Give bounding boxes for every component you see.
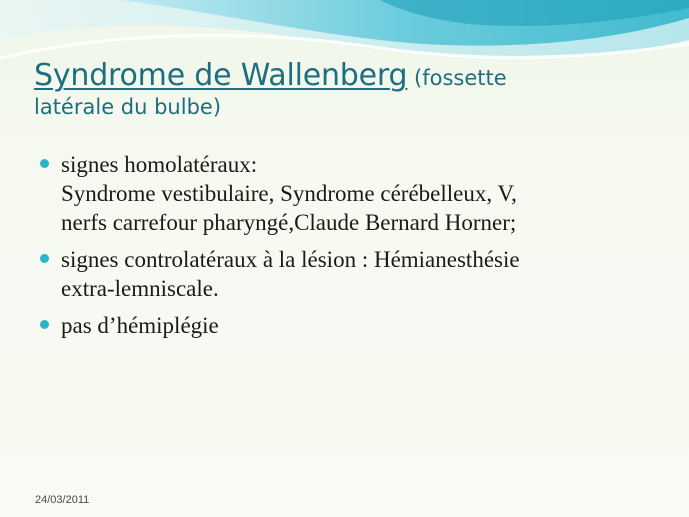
bullet-item (40, 245, 660, 303)
bullet-line: pas d’hémiplégie (61, 313, 219, 338)
title-sub-part1: (fossette (407, 66, 507, 90)
bullet-item (40, 150, 660, 237)
footer-date: 24/03/2011 (35, 494, 90, 506)
bullet-line: signes controlatéraux à la lésion : Hémianesthésie (61, 247, 520, 272)
bullet-line: nerfs carrefour pharyngé,Claude Bernard Horner; (61, 210, 517, 235)
bullet-dot-icon (40, 320, 49, 329)
bullet-line: signes homolatéraux: (61, 152, 258, 177)
bullet-item (40, 311, 660, 340)
bullet-line: Syndrome vestibulaire, Syndrome cérébelleux, V, (61, 181, 517, 206)
title-sub-part2: latérale du bulbe) (34, 94, 222, 119)
bullet-list (40, 150, 660, 348)
slide-title (34, 58, 674, 120)
bullet-line: extra-lemniscale. (61, 276, 219, 301)
title-main: Syndrome de Wallenberg (34, 58, 408, 93)
bullet-dot-icon (40, 254, 49, 263)
bullet-dot-icon (40, 159, 49, 168)
